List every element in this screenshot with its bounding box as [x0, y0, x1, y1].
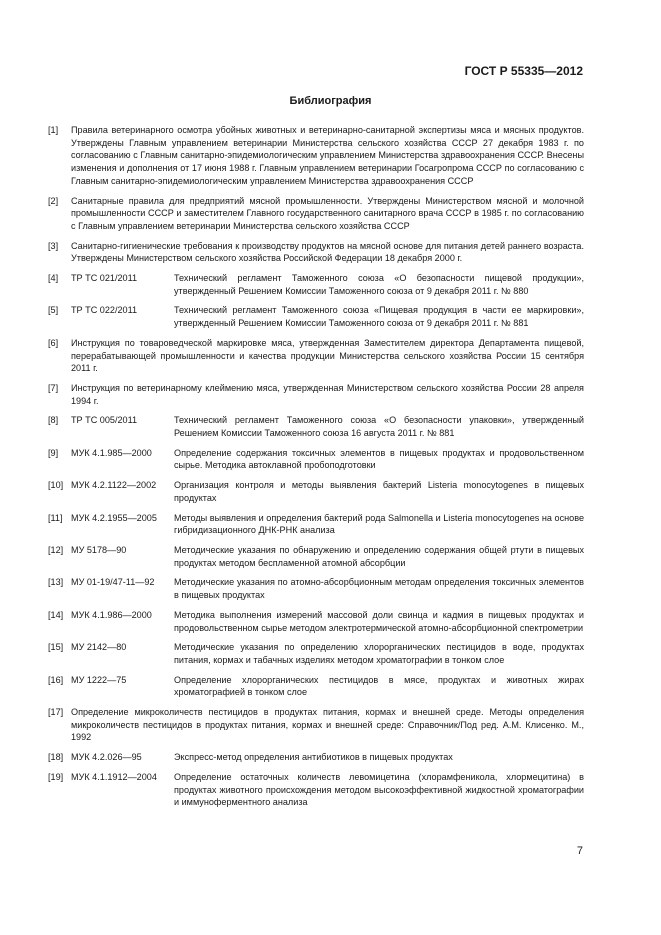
- entry-number: [19]: [48, 771, 64, 782]
- entry-code: МУ 5178—90: [71, 544, 127, 555]
- bibliography-entry: [48, 706, 584, 744]
- bibliography-entry: [48, 337, 584, 375]
- bibliography-entry: [48, 771, 584, 809]
- bibliography-list: [48, 124, 584, 816]
- bibliography-entry: [48, 751, 584, 764]
- bibliography-entry: [48, 512, 584, 537]
- entry-number: [3]: [48, 240, 59, 251]
- entry-number: [5]: [48, 305, 59, 316]
- entry-number: [15]: [48, 642, 64, 653]
- entry-text: Организация контроля и методы выявления бактерий Listeria monocytogenes в пищевых продуктах: [174, 480, 584, 503]
- entry-number: [10]: [48, 480, 64, 491]
- entry-text: Методические указания по обнаружению и определению содержания общей ртути в пищевых продуктах методом беспламенной атомной абсорбции: [174, 544, 584, 568]
- entry-text: Определение остаточных количеств левомицетина (хлорамфеникола, хлормецитина) в продуктах животного происхождения методом высокоэффективной жидкостной хроматографии и иммуноферментного анализа: [174, 771, 584, 808]
- entry-number: [1]: [48, 125, 59, 135]
- entry-code: МУ 01-19/47-11—92: [71, 577, 155, 588]
- entry-number: [8]: [48, 415, 59, 426]
- entry-text: Методы выявления и определения бактерий рода Salmonella и Listeria monocytogenes на основе гибридизационного ДНК-РНК анализа: [174, 512, 584, 536]
- bibliography-entry: [48, 641, 584, 666]
- bibliography-heading: Библиография: [289, 95, 372, 107]
- entry-code: МУК 4.2.026—95: [71, 752, 142, 763]
- entry-text: Технический регламент Таможенного союза «О безопасности упаковки», утвержденный Решением Комиссии Таможенного союза 16 августа 2011 г. № 881: [174, 415, 584, 439]
- entry-text: Определение хлорорганических пестицидов в мясе, продуктах и животных жирах хроматографией в тонком слое: [174, 674, 584, 698]
- entry-number: [9]: [48, 447, 59, 458]
- entry-text: Методические указания по атомно-абсорбционным методам определения токсичных элементов в пищевых продуктах: [174, 577, 584, 601]
- bibliography-entry: [48, 240, 584, 265]
- entry-number: [7]: [48, 382, 59, 393]
- entry-text: Методические указания по определению хлорорганических пестицидов в воде, продуктах питания, кормах и табачных изделиях методом хроматографии в тонком слое: [174, 642, 584, 665]
- entry-number: [16]: [48, 674, 64, 685]
- entry-number: [4]: [48, 273, 59, 284]
- entry-text: Правила ветеринарного осмотра убойных животных и ветеринарно-санитарной экспертизы мяса и мясных продуктов. Утверждены Главным управлением ветеринарии Министерства сельского хозяйства СССР 27 декабря 1983 г. по согласованию с Главным санитарно-эпидемиологическим управлением Министерства здравоохранения СССР. Внесены изменения и дополнения от 17 июня 1988 г. Главным управлением ветеринарии Госагропрома СССР по согласованию с Главным санитарно-эпидемиологическим управлением Министерства здравоохранения СССР: [71, 125, 584, 186]
- entry-code: ТР ТС 022/2011: [71, 305, 138, 316]
- entry-text: Инструкция по ветеринарному клеймению мяса, утвержденная Министерством сельского хозяйства России 28 апреля 1994 г.: [71, 382, 584, 406]
- entry-code: МУ 1222—75: [71, 674, 127, 685]
- entry-code: ТР ТС 021/2011: [71, 273, 138, 284]
- bibliography-entry: [48, 544, 584, 569]
- entry-code: МУК 4.1.1912—2004: [71, 771, 157, 782]
- bibliography-entry: [48, 576, 584, 601]
- entry-text: Определение микроколичеств пестицидов в продуктах питания, кормах и внешней среде. Методы определения микроколичеств пестицидов в продуктах питания, кормах и внешней среде: Справочник/Под ред. А.М. Клисенко. М., 1992: [71, 707, 584, 743]
- document-standard-code: ГОСТ Р 55335—2012: [464, 64, 583, 78]
- bibliography-entry: [48, 609, 584, 634]
- entry-number: [17]: [48, 707, 64, 718]
- entry-text: Определение содержания токсичных элементов в пищевых продуктах и продовольственном сырье. Методика автоклавной пробоподготовки: [174, 447, 584, 471]
- bibliography-entry: [48, 304, 584, 329]
- entry-code: МУК 4.1.986—2000: [71, 609, 152, 620]
- bibliography-entry: [48, 447, 584, 472]
- entry-text: Технический регламент Таможенного союза «О безопасности пищевой продукции», утвержденный Решением Комиссии Таможенного союза от 9 декабря 2011 г. № 880: [174, 273, 584, 296]
- bibliography-entry: [48, 479, 584, 504]
- entry-text: Методика выполнения измерений массовой доли свинца и кадмия в пищевых продуктах и продовольственном сырье методом электротермической атомно-абсорбционной спектрометрии: [174, 609, 584, 633]
- entry-number: [13]: [48, 577, 64, 588]
- entry-code: МУ 2142—80: [71, 642, 127, 653]
- entry-text: Инструкция по товароведческой маркировке мяса, утвержденная Заместителем директора Департамента пищевой, перерабатывающей промышленности и качества продукции Министерства сельского хозяйства России 15 сентября 2011 г.: [71, 337, 584, 374]
- bibliography-entry: [48, 195, 584, 233]
- entry-code: МУК 4.2.1955—2005: [71, 512, 157, 523]
- entry-number: [14]: [48, 609, 64, 620]
- bibliography-entry: [48, 382, 584, 407]
- entry-code: ТР ТС 005/2011: [71, 415, 138, 426]
- entry-text: Санитарно-гигиенические требования к производству продуктов на мясной основе для питания детей раннего возраста. Утверждены Министерством сельского хозяйства Российской Федерации 18 декабря 2000 г.: [71, 240, 584, 264]
- bibliography-entry: [48, 674, 584, 699]
- bibliography-entry: [48, 272, 584, 297]
- entry-number: [6]: [48, 337, 59, 348]
- entry-number: [2]: [48, 195, 59, 206]
- entry-code: МУК 4.2.1122—2002: [71, 480, 157, 491]
- entry-number: [18]: [48, 752, 64, 763]
- page-number: 7: [576, 845, 583, 857]
- entry-code: МУК 4.1.985—2000: [71, 447, 152, 458]
- entry-text: Экспресс-метод определения антибиотиков в пищевых продуктах: [174, 752, 453, 763]
- entry-number: [12]: [48, 544, 64, 555]
- entry-number: [11]: [48, 512, 63, 523]
- entry-text: Санитарные правила для предприятий мясной промышленности. Утверждены Министерством мясной и молочной промышленности СССР и заместителем Главного государственного санитарного врача СССР в 1985 г. по согласованию с Главным управлением ветеринарии Министерства сельского хозяйства СССР: [71, 195, 584, 231]
- bibliography-entry: [48, 414, 584, 439]
- bibliography-entry: [48, 124, 584, 188]
- entry-text: Технический регламент Таможенного союза «Пищевая продукция в части ее маркировки», утвержденный Решением Комиссии Таможенного союза от 9 декабря 2011 г. № 881: [174, 305, 584, 329]
